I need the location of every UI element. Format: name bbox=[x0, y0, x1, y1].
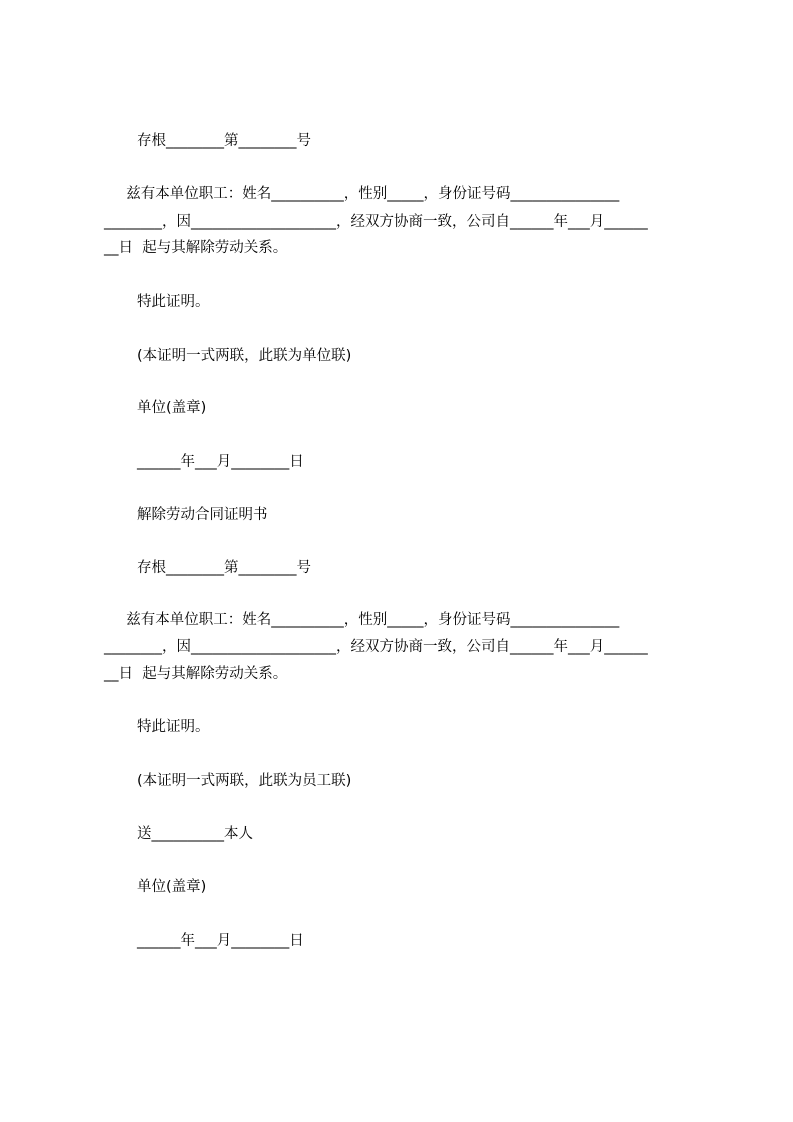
notice-line-2: ________，因____________________，经双方协商一致，公司自______年___月______ bbox=[104, 639, 648, 655]
send-to-line: 送__________本人 bbox=[137, 826, 253, 842]
unit-seal-label: 单位(盖章) bbox=[137, 400, 207, 416]
certify-text: 特此证明。 bbox=[137, 294, 210, 310]
copy-note: (本证明一式两联，此联为单位联) bbox=[137, 348, 352, 364]
notice-line-3: __日 起与其解除劳动关系。 bbox=[104, 240, 288, 256]
copy-note: (本证明一式两联，此联为员工联) bbox=[137, 773, 352, 789]
unit-seal-label: 单位(盖章) bbox=[137, 879, 207, 895]
certify-text: 特此证明。 bbox=[137, 719, 210, 735]
notice-line-2: ________，因____________________，经双方协商一致，公司自______年___月______ bbox=[104, 214, 648, 230]
notice-line-1: 兹有本单位职工：姓名__________，性别_____，身份证号码_______________ bbox=[117, 612, 620, 628]
document-title: 解除劳动合同证明书 bbox=[137, 507, 268, 523]
stub-number-line: 存根________第________号 bbox=[137, 560, 311, 576]
stub-number-line: 存根________第________号 bbox=[137, 133, 311, 149]
notice-line-3: __日 起与其解除劳动关系。 bbox=[104, 666, 288, 682]
date-line: ______年___月________日 bbox=[137, 454, 304, 470]
date-line: ______年___月________日 bbox=[137, 933, 304, 949]
notice-line-1: 兹有本单位职工：姓名__________，性别_____，身份证号码_______________ bbox=[117, 186, 620, 202]
